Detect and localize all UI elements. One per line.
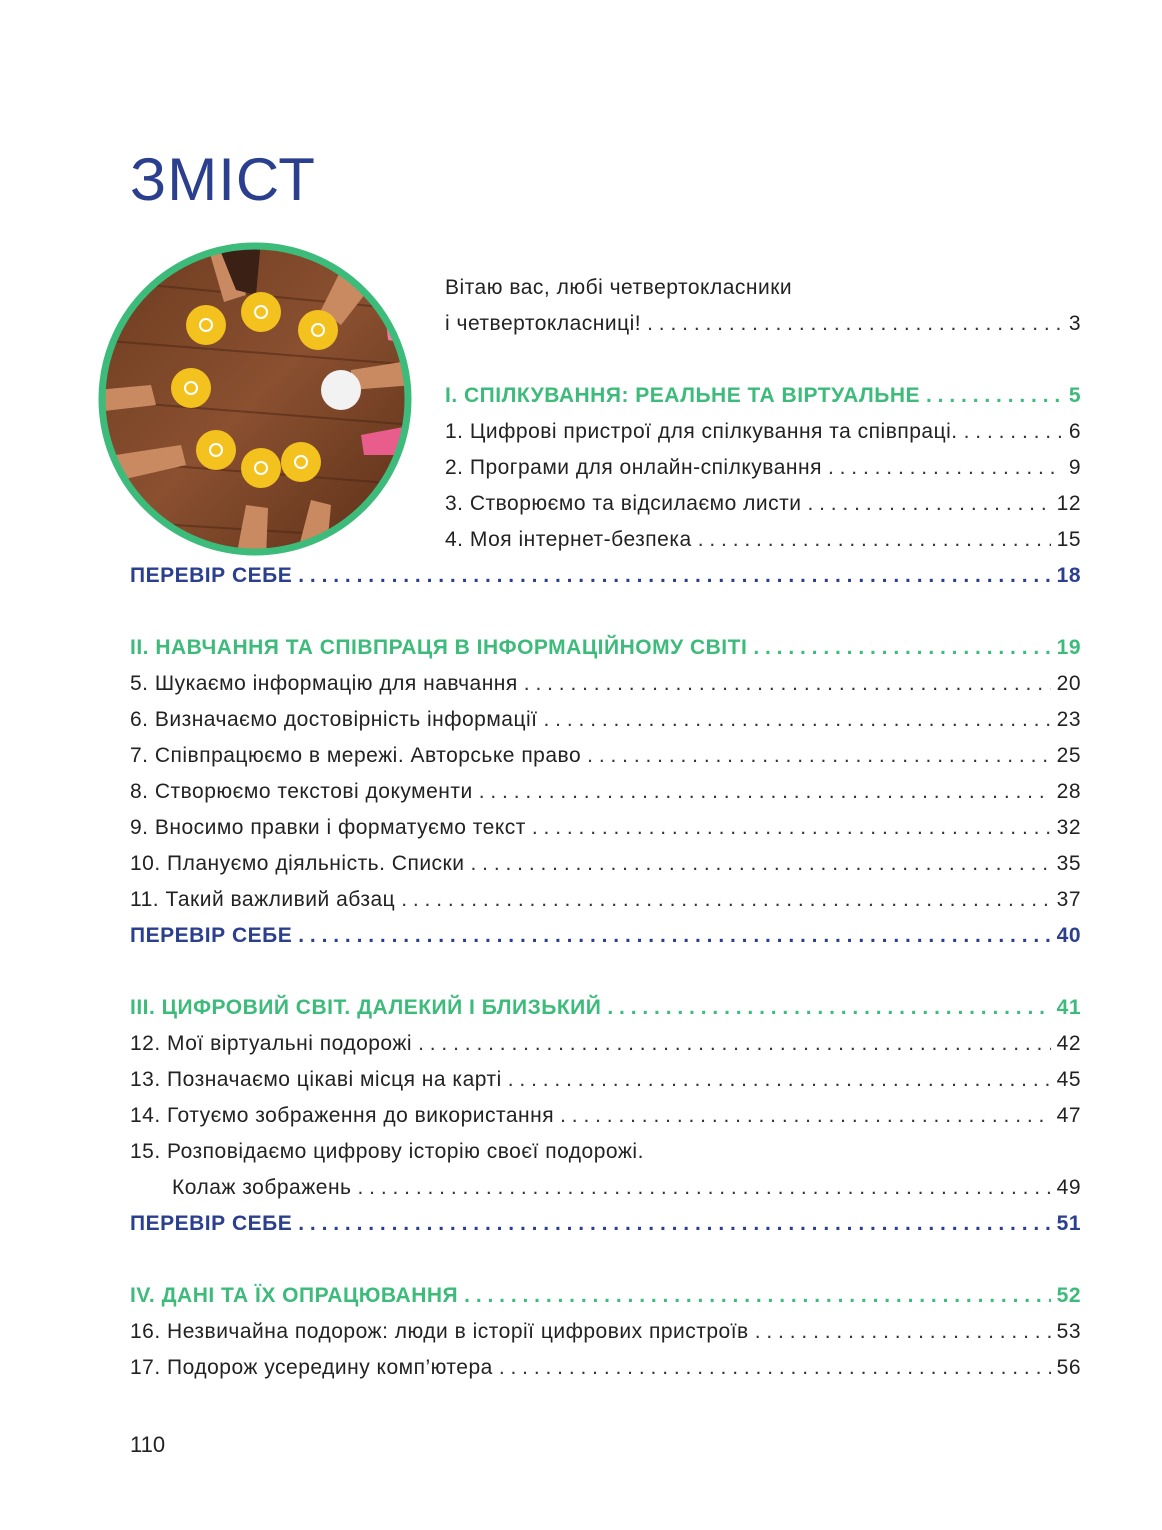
toc-entry[interactable]: 10. Плануємо діяльність. Списки . . . 35: [130, 846, 1081, 882]
toc-entry-first-line[interactable]: 15. Розповідаємо цифрову історію своєї подорожі.: [130, 1140, 644, 1163]
toc-section-3[interactable]: III. ЦИФРОВИЙ СВІТ. ДАЛЕКИЙ І БЛИЗЬКИЙ . . . 41: [130, 990, 1081, 1026]
page-number: 110: [130, 1432, 166, 1457]
toc-entry[interactable]: 2. Програми для онлайн-спілкування . . . 9: [445, 450, 1081, 486]
toc-entry[interactable]: 6. Визначаємо достовірність інформації . . . 23: [130, 702, 1081, 738]
toc-entry-continuation[interactable]: Колаж зображень . . . 49: [172, 1170, 1081, 1206]
toc-entry[interactable]: 13. Позначаємо цікаві місця на карті . . . 45: [130, 1062, 1081, 1098]
toc-entry[interactable]: 9. Вносимо правки і форматуємо текст . . . 32: [130, 810, 1081, 846]
toc-entry[interactable]: 4. Моя інтернет-безпека . . . 15: [445, 522, 1081, 558]
toc-check-yourself[interactable]: ПЕРЕВІР СЕБЕ . . . 40: [130, 918, 1081, 954]
toc-entry[interactable]: 5. Шукаємо інформацію для навчання . . . 20: [130, 666, 1081, 702]
toc-entry-intro[interactable]: [445, 306, 1081, 342]
toc-section-1[interactable]: I. СПІЛКУВАННЯ: РЕАЛЬНЕ ТА ВІРТУАЛЬНЕ . . . 5: [445, 378, 1081, 414]
toc-entry[interactable]: 16. Незвичайна подорож: люди в історії цифрових пристроїв . . . 53: [130, 1314, 1081, 1350]
toc-entry[interactable]: 8. Створюємо текстові документи . . . 28: [130, 774, 1081, 810]
toc-section-4[interactable]: IV. ДАНІ ТА ЇХ ОПРАЦЮВАННЯ . . . 52: [130, 1278, 1081, 1314]
toc-entry-label: і четвертокласниці!: [445, 312, 642, 335]
intro-line1: Вітаю вас, любі четвертокласники: [445, 276, 793, 299]
toc-entry[interactable]: 11. Такий важливий абзац . . . 37: [130, 882, 1081, 918]
toc-entry[interactable]: 7. Співпрацюємо в мережі. Авторське право . . . 25: [130, 738, 1081, 774]
toc-entry[interactable]: 1. Цифрові пристрої для спілкування та співпраці. . . . 6: [445, 414, 1081, 450]
page-title: ЗМІСТ: [130, 146, 316, 213]
toc-entry[interactable]: 3. Створюємо та відсилаємо листи . . . 12: [445, 486, 1081, 522]
toc-entry-page: 3: [1068, 312, 1081, 335]
toc-entry[interactable]: 17. Подорож усередину комп’ютера . . . 56: [130, 1350, 1081, 1386]
toc-entry[interactable]: 12. Мої віртуальні подорожі . . . 42: [130, 1026, 1081, 1062]
toc-section-2[interactable]: II. НАВЧАННЯ ТА СПІВПРАЦЯ В ІНФОРМАЦІЙНОМУ СВІТІ . . . 19: [130, 630, 1081, 666]
toc-check-yourself[interactable]: ПЕРЕВІР СЕБЕ . . . 18: [130, 558, 1081, 594]
toc-entry[interactable]: 14. Готуємо зображення до використання . . . 47: [130, 1098, 1081, 1134]
toc-check-yourself[interactable]: ПЕРЕВІР СЕБЕ . . . 51: [130, 1206, 1081, 1242]
hands-lightbulbs-photo: [96, 240, 414, 558]
leader-dots: [647, 306, 1063, 342]
